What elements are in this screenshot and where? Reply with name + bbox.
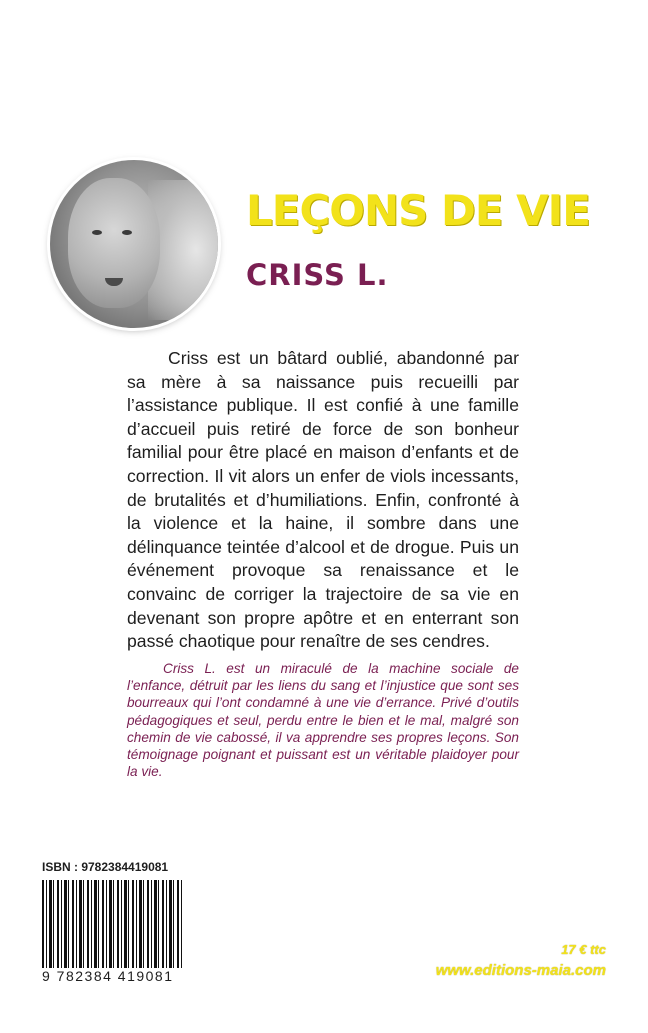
book-title: LEÇONS DE VIE xyxy=(246,186,590,235)
book-author: CRISS L. xyxy=(246,258,389,292)
barcode-digits: 9 782384 419081 xyxy=(42,968,192,984)
book-summary: Criss est un bâtard oublié, abandonné par sa mère à sa naissance puis recueilli par l’assistance publique. Il est confié à une famille d’accueil puis retiré de force de son bonheur familial pour être placé en maison d’enfants et de correction. Il vit alors un enfer de viols incessants, de brutalités et d’humiliations. Enfin, confronté à la violence et la haine, il sombre dans une délinquance teintée d’alcool et de drogue. Puis un événement provoque sa renaissance et le convainc de corriger la trajectoire de sa vie en devenant son propre apôtre et en enterrant son passé chaotique pour renaître de ses cendres. xyxy=(127,348,519,652)
publisher-website: www.editions-maia.com xyxy=(435,962,606,979)
author-photo xyxy=(50,160,218,328)
author-blurb: Criss L. est un miraculé de la machine sociale de l’enfance, détruit par les liens du sang et l’injustice que sont ses bourreaux qui l’ont condamné à une vie d’errance. Privé d’outils pédagogiques et seul, perdu entre le bien et le mal, malgré son chemin de vie cabossé, il va apprendre ses propres leçons. Son témoignage poignant et puissant est un véritable plaidoyer pour la vie. xyxy=(127,661,519,780)
child-portrait-icon xyxy=(68,178,160,308)
price: 17 € ttc xyxy=(561,942,606,957)
barcode-icon xyxy=(42,880,182,970)
isbn-label: ISBN : 9782384419081 xyxy=(42,860,169,874)
